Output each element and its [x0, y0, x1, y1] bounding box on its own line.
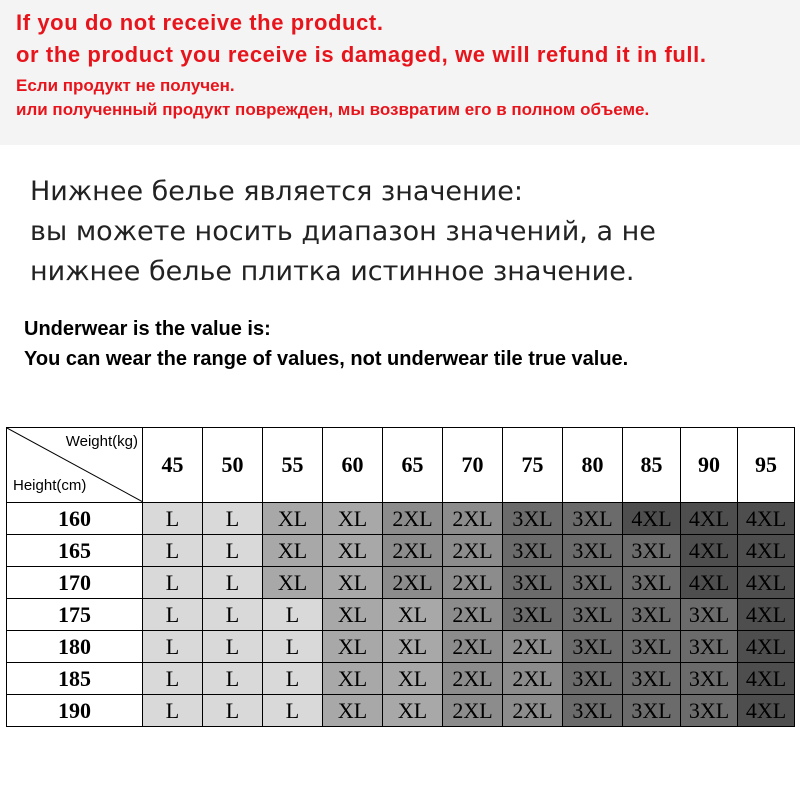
size-cell: XL — [323, 631, 383, 663]
size-cell: 2XL — [443, 503, 503, 535]
size-cell: XL — [323, 567, 383, 599]
size-cell: 3XL — [563, 663, 623, 695]
size-cell: L — [263, 663, 323, 695]
intro-en-line-2: You can wear the range of values, not underwear tile true value. — [24, 348, 629, 370]
size-cell: 4XL — [681, 535, 738, 567]
table-row — [7, 503, 795, 535]
size-cell: 3XL — [623, 599, 681, 631]
intro-ru-line-2: вы можете носить диапазон значений, а не — [30, 216, 656, 247]
size-cell: 4XL — [623, 503, 681, 535]
size-cell: 2XL — [383, 503, 443, 535]
weight-header: 80 — [563, 428, 623, 503]
table-row — [7, 631, 795, 663]
size-chart-table — [6, 427, 795, 727]
size-cell: L — [203, 503, 263, 535]
size-cell: 2XL — [503, 695, 563, 727]
size-cell: L — [143, 535, 203, 567]
size-cell: 4XL — [681, 567, 738, 599]
size-cell: 3XL — [503, 599, 563, 631]
size-cell: 2XL — [383, 567, 443, 599]
size-cell: L — [143, 503, 203, 535]
table-body — [7, 503, 795, 727]
height-header: 175 — [7, 599, 143, 631]
size-cell: 2XL — [443, 631, 503, 663]
size-cell: XL — [323, 663, 383, 695]
size-cell: 3XL — [563, 631, 623, 663]
weight-header: 45 — [143, 428, 203, 503]
size-cell: L — [203, 599, 263, 631]
size-cell: 3XL — [623, 663, 681, 695]
size-cell: 3XL — [681, 663, 738, 695]
weight-header: 60 — [323, 428, 383, 503]
size-cell: XL — [323, 599, 383, 631]
size-cell: 2XL — [443, 567, 503, 599]
weight-header: 75 — [503, 428, 563, 503]
size-cell: 3XL — [563, 599, 623, 631]
weight-header: 70 — [443, 428, 503, 503]
size-cell: 3XL — [623, 535, 681, 567]
intro-en-line-1: Underwear is the value is: — [24, 318, 271, 340]
size-cell: L — [143, 695, 203, 727]
size-cell: XL — [383, 599, 443, 631]
table-row — [7, 599, 795, 631]
size-cell: L — [143, 631, 203, 663]
weight-header: 65 — [383, 428, 443, 503]
corner-cell — [7, 428, 143, 503]
size-cell: 3XL — [623, 631, 681, 663]
size-cell: 2XL — [443, 535, 503, 567]
size-cell: 2XL — [443, 599, 503, 631]
notice-en-line-1: If you do not receive the product. — [16, 10, 384, 35]
size-cell: 2XL — [503, 663, 563, 695]
size-cell: L — [143, 663, 203, 695]
size-cell: XL — [323, 503, 383, 535]
size-cell: XL — [383, 663, 443, 695]
intro-russian — [30, 172, 790, 292]
weight-header: 50 — [203, 428, 263, 503]
intro-english — [24, 314, 794, 374]
size-cell: 4XL — [738, 599, 795, 631]
size-cell: L — [203, 695, 263, 727]
size-cell: L — [203, 631, 263, 663]
size-cell: XL — [383, 695, 443, 727]
size-cell: 3XL — [563, 503, 623, 535]
height-header: 190 — [7, 695, 143, 727]
size-cell: L — [203, 663, 263, 695]
size-cell: XL — [263, 503, 323, 535]
notice-ru-line-1: Если продукт не получен. — [16, 76, 235, 95]
size-cell: XL — [263, 535, 323, 567]
size-cell: 4XL — [681, 503, 738, 535]
size-cell: 3XL — [681, 599, 738, 631]
height-header: 170 — [7, 567, 143, 599]
intro-ru-line-1: Нижнее белье является значение: — [30, 176, 523, 207]
size-cell: XL — [383, 631, 443, 663]
size-cell: 2XL — [383, 535, 443, 567]
size-cell: 3XL — [503, 567, 563, 599]
size-cell: L — [263, 695, 323, 727]
size-cell: 3XL — [681, 695, 738, 727]
size-cell: 3XL — [623, 695, 681, 727]
header-row — [7, 428, 795, 503]
size-cell: 3XL — [563, 535, 623, 567]
size-cell: 4XL — [738, 631, 795, 663]
height-header: 160 — [7, 503, 143, 535]
notice-banner — [0, 0, 800, 145]
size-cell: 4XL — [738, 663, 795, 695]
size-cell: 3XL — [563, 567, 623, 599]
weight-header: 85 — [623, 428, 681, 503]
height-header: 165 — [7, 535, 143, 567]
size-cell: L — [143, 599, 203, 631]
size-cell: L — [203, 567, 263, 599]
size-cell: 2XL — [443, 695, 503, 727]
size-cell: 3XL — [623, 567, 681, 599]
size-cell: 4XL — [738, 695, 795, 727]
size-cell: 3XL — [503, 535, 563, 567]
table-row — [7, 567, 795, 599]
size-cell: 2XL — [443, 663, 503, 695]
size-cell: XL — [323, 535, 383, 567]
notice-en-line-2: or the product you receive is damaged, we will refund it in full. — [16, 42, 707, 67]
table-row — [7, 535, 795, 567]
weight-header: 90 — [681, 428, 738, 503]
size-cell: 4XL — [738, 503, 795, 535]
height-axis-label: Height(cm) — [13, 477, 87, 494]
weight-header: 95 — [738, 428, 795, 503]
size-cell: 3XL — [681, 631, 738, 663]
table-row — [7, 663, 795, 695]
size-cell: 3XL — [563, 695, 623, 727]
table-row — [7, 695, 795, 727]
size-cell: 2XL — [503, 631, 563, 663]
size-cell: XL — [323, 695, 383, 727]
size-cell: XL — [263, 567, 323, 599]
intro-ru-line-3: нижнее белье плитка истинное значение. — [30, 256, 635, 287]
height-header: 180 — [7, 631, 143, 663]
height-header: 185 — [7, 663, 143, 695]
size-cell: L — [263, 631, 323, 663]
size-cell: L — [203, 535, 263, 567]
size-cell: 4XL — [738, 535, 795, 567]
size-cell: L — [143, 567, 203, 599]
weight-header: 55 — [263, 428, 323, 503]
size-cell: 4XL — [738, 567, 795, 599]
size-cell: L — [263, 599, 323, 631]
weight-axis-label: Weight(kg) — [65, 433, 138, 450]
size-cell: 3XL — [503, 503, 563, 535]
notice-ru-line-2: или полученный продукт поврежден, мы возвратим его в полном объеме. — [16, 100, 650, 119]
